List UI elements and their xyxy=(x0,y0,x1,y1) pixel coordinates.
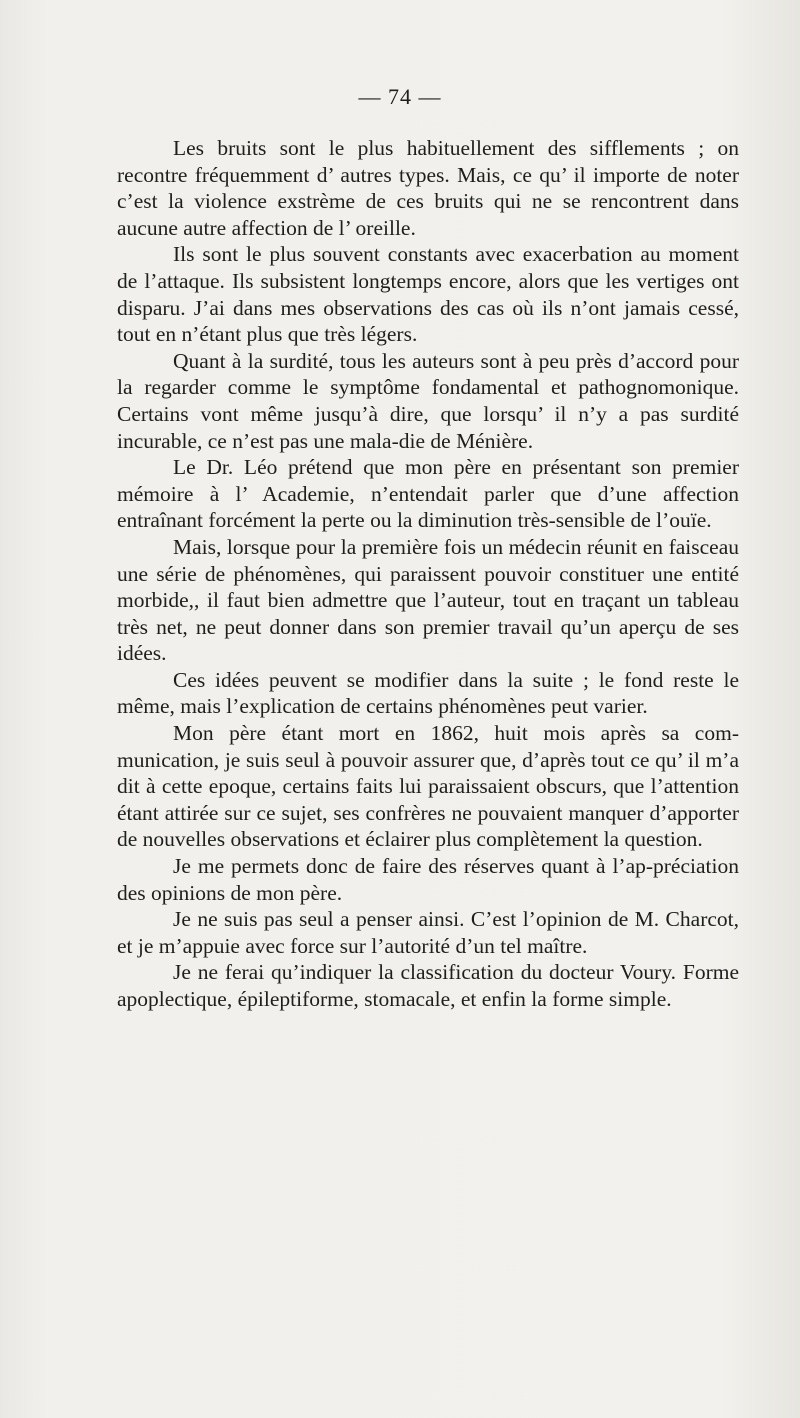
body-text xyxy=(117,135,739,1013)
paragraph-dr-leo: Le Dr. Léo prétend que mon père en présentant son premier mémoire à l’ Academie, n’entendait parler que d’une affection entraînant forcément la perte ou la diminution très-sensible de l’ouïe. xyxy=(117,455,739,533)
paragraph-surdite: Quant à la surdité, tous les auteurs sont à peu près d’accord pour la regarder comme le symptôme fondamental et pathognomonique. Certains vont même jusqu’à dire, que lorsqu’ il n’y a pas surdité incurable, ce n’est pas une mala-die de Ménière. xyxy=(117,348,739,453)
paragraph-reserves: Je me permets donc de faire des réserves quant à l’ap-préciation des opinions de mon père. xyxy=(117,854,739,905)
paragraph-bruits: Les bruits sont le plus habituellement des sifflements ; on recontre fréquemment d’ autres types. Mais, ce qu’ il importe de noter c’est la violence exstrème de ces bruits qui ne se rencontrent dans aucune autre affection de l’ oreille. xyxy=(117,136,739,240)
paragraph-idees: Ces idées peuvent se modifier dans la suite ; le fond reste le même, mais l’explication de certains phénomènes peut varier. xyxy=(117,667,739,719)
paragraph-classification: Je ne ferai qu’indiquer la classification du docteur Voury. Forme apoplectique, épileptiforme, stomacale, et enfin la forme simple. xyxy=(117,960,739,1011)
paragraph-charcot: Je ne suis pas seul a penser ainsi. C’est l’opinion de M. Charcot, et je m’appuie avec force sur l’autorité d’un tel maître. xyxy=(117,907,739,958)
paragraph-premiere-fois: Mais, lorsque pour la première fois un médecin réunit en faisceau une série de phénomènes, qui paraissent pouvoir constituer une entité morbide,, il faut bien admettre que l’auteur, tout en traçant un tableau très net, ne peut donner dans son premier travail qu’un aperçu de ses idées. xyxy=(117,534,739,666)
page-number: — 74 — xyxy=(358,84,442,109)
paragraph-constants: Ils sont le plus souvent constants avec exacerbation au moment de l’attaque. Ils subsistent longtemps encore, alors que les vertiges ont disparu. J’ai dans mes observations des cas où ils n’ont jamais cessé, tout en n’étant plus que très légers. xyxy=(117,242,739,347)
paragraph-mon-pere: Mon père étant mort en 1862, huit mois après sa com-munication, je suis seul à pouvoir assurer que, d’après tout ce qu’ il m’a dit à cette epoque, certains faits lui paraissaient obscurs, que l’attention étant attirée sur ce sujet, ses confrères ne pouvaient manquer d’apporter de nouvelles observations et éclairer plus complètement la question. xyxy=(117,721,739,852)
